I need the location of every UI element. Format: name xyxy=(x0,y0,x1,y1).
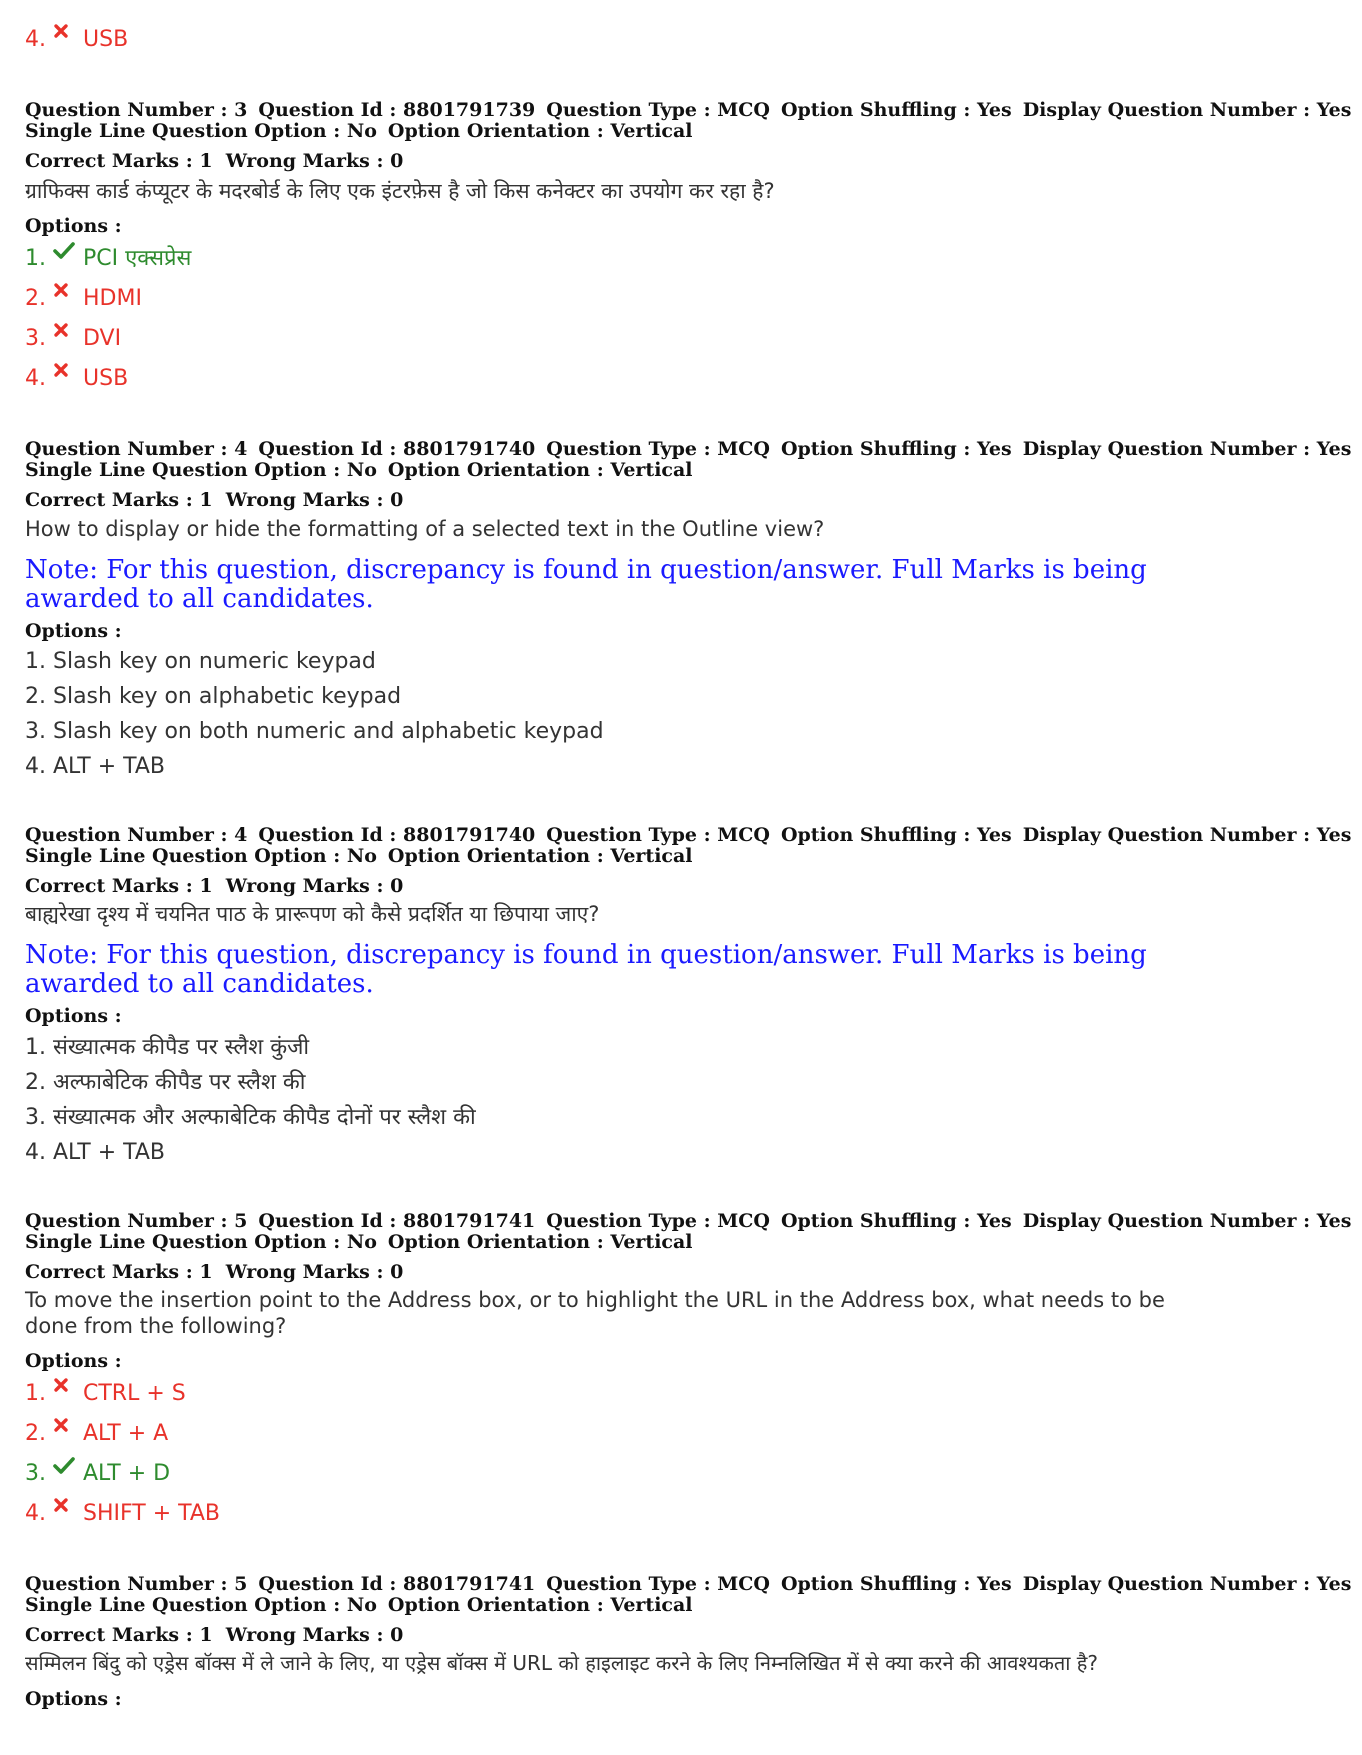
meta-field: Single Line Question Option : No xyxy=(25,1594,377,1616)
meta-field: Question Type : MCQ xyxy=(546,824,770,846)
option-number: 3. xyxy=(25,1461,46,1486)
option-row xyxy=(25,1104,476,1132)
wrong-marks: Wrong Marks : 0 xyxy=(225,1261,404,1283)
meta-field: Question Id : 8801791741 xyxy=(258,1573,536,1595)
meta-field: Question Number : 4 xyxy=(25,438,248,460)
option-text: Slash key on both numeric and alphabetic keypad xyxy=(53,719,604,744)
option-row xyxy=(25,365,128,393)
option-text: ALT + TAB xyxy=(53,754,166,779)
question-meta-line1 xyxy=(25,1573,1352,1595)
meta-field: Option Orientation : Vertical xyxy=(387,845,693,867)
options-label: Options : xyxy=(25,215,122,237)
marks-line xyxy=(25,150,403,172)
option-text: ALT + TAB xyxy=(53,1140,166,1165)
meta-field: Single Line Question Option : No xyxy=(25,1231,377,1253)
cross-icon xyxy=(53,1417,83,1439)
option-row xyxy=(25,753,165,781)
option-number: 3. xyxy=(25,1105,46,1130)
option-number: 4. xyxy=(25,1501,46,1526)
option-number: 1. xyxy=(25,1035,46,1060)
option-number: 4. xyxy=(25,27,46,52)
question-text: बाह्यरेखा दृश्य में चयनित पाठ के प्रारूपण को कैसे प्रदर्शित या छिपाया जाए? xyxy=(25,902,600,926)
meta-field: Display Question Number : Yes xyxy=(1022,1573,1352,1595)
option-row xyxy=(25,1460,170,1488)
option-number: 1. xyxy=(25,246,46,271)
correct-marks: Correct Marks : 1 xyxy=(25,875,213,897)
meta-field: Single Line Question Option : No xyxy=(25,845,377,867)
check-icon xyxy=(53,1457,83,1479)
meta-field: Display Question Number : Yes xyxy=(1022,438,1352,460)
wrong-marks: Wrong Marks : 0 xyxy=(225,489,404,511)
option-number: 2. xyxy=(25,1070,46,1095)
discrepancy-note: Note: For this question, discrepancy is found in question/answer. Full Marks is being awarded to all candidates. xyxy=(25,940,1147,999)
correct-marks: Correct Marks : 1 xyxy=(25,150,213,172)
options-label: Options : xyxy=(25,1350,122,1372)
option-number: 2. xyxy=(25,684,46,709)
option-text: USB xyxy=(83,27,129,52)
question-meta-line2 xyxy=(25,1595,1225,1616)
cross-icon xyxy=(53,322,83,344)
meta-field: Option Shuffling : Yes xyxy=(780,99,1012,121)
meta-field: Option Orientation : Vertical xyxy=(387,120,693,142)
correct-marks: Correct Marks : 1 xyxy=(25,1261,213,1283)
question-text: ग्राफिक्स कार्ड कंप्यूटर के मदरबोर्ड के लिए एक इंटरफ़ेस है जो किस कनेक्टर का उपयोग कर रहा है? xyxy=(25,179,775,203)
meta-field: Display Question Number : Yes xyxy=(1022,99,1352,121)
question-meta-line1 xyxy=(25,99,1352,121)
option-number: 1. xyxy=(25,1381,46,1406)
option-text: DVI xyxy=(83,326,122,351)
cross-icon xyxy=(53,282,83,304)
option-row xyxy=(25,1139,165,1167)
option-row xyxy=(25,245,191,273)
option-number: 4. xyxy=(25,1140,46,1165)
meta-field: Option Orientation : Vertical xyxy=(387,459,693,481)
meta-field: Option Orientation : Vertical xyxy=(387,1594,693,1616)
wrong-marks: Wrong Marks : 0 xyxy=(225,150,404,172)
question-meta-line1 xyxy=(25,824,1352,846)
option-row xyxy=(25,718,604,746)
option-text: HDMI xyxy=(83,286,142,311)
meta-field: Question Id : 8801791741 xyxy=(258,1210,536,1232)
option-text: अल्फाबेटिक कीपैड पर स्लैश की xyxy=(53,1070,306,1095)
options-label: Options : xyxy=(25,620,122,642)
question-meta-line1 xyxy=(25,438,1352,460)
cross-icon xyxy=(53,23,83,45)
option-row xyxy=(25,1420,168,1448)
option-row xyxy=(25,26,128,54)
option-row xyxy=(25,1380,186,1408)
option-row xyxy=(25,1500,220,1528)
option-number: 2. xyxy=(25,1421,46,1446)
meta-field: Question Number : 5 xyxy=(25,1210,248,1232)
meta-field: Option Shuffling : Yes xyxy=(780,824,1012,846)
meta-field: Question Type : MCQ xyxy=(546,438,770,460)
cross-icon xyxy=(53,1497,83,1519)
meta-field: Option Shuffling : Yes xyxy=(780,438,1012,460)
cross-icon xyxy=(53,1377,83,1399)
correct-marks: Correct Marks : 1 xyxy=(25,1624,213,1646)
meta-field: Question Type : MCQ xyxy=(546,1210,770,1232)
meta-field: Option Shuffling : Yes xyxy=(780,1573,1012,1595)
meta-field: Question Id : 8801791740 xyxy=(258,824,536,846)
question-meta-line2 xyxy=(25,1232,1225,1253)
marks-line xyxy=(25,1261,403,1283)
wrong-marks: Wrong Marks : 0 xyxy=(225,1624,404,1646)
question-meta-line2 xyxy=(25,460,1225,481)
option-number: 1. xyxy=(25,649,46,674)
cross-icon xyxy=(53,362,83,384)
meta-field: Display Question Number : Yes xyxy=(1022,1210,1352,1232)
meta-field: Question Number : 4 xyxy=(25,824,248,846)
wrong-marks: Wrong Marks : 0 xyxy=(225,875,404,897)
option-text: Slash key on alphabetic keypad xyxy=(53,684,402,709)
marks-line xyxy=(25,489,403,511)
meta-field: Question Number : 5 xyxy=(25,1573,248,1595)
option-number: 4. xyxy=(25,754,46,779)
meta-field: Question Id : 8801791739 xyxy=(258,99,536,121)
option-row xyxy=(25,648,376,676)
marks-line xyxy=(25,875,403,897)
meta-field: Question Id : 8801791740 xyxy=(258,438,536,460)
option-text: PCI एक्सप्रेस xyxy=(83,246,192,271)
question-meta-line2 xyxy=(25,846,1225,867)
option-text: संख्यात्मक और अल्फाबेटिक कीपैड दोनों पर स्लैश की xyxy=(53,1105,476,1130)
options-label: Options : xyxy=(25,1688,122,1710)
meta-field: Question Type : MCQ xyxy=(546,99,770,121)
meta-field: Question Number : 3 xyxy=(25,99,248,121)
option-number: 3. xyxy=(25,719,46,744)
option-row xyxy=(25,285,142,313)
question-meta-line1 xyxy=(25,1210,1352,1232)
option-text: ALT + D xyxy=(83,1461,171,1486)
option-text: CTRL + S xyxy=(83,1381,186,1406)
marks-line xyxy=(25,1624,403,1646)
question-text: How to display or hide the formatting of a selected text in the Outline view? xyxy=(25,517,825,541)
question-text: सम्मिलन बिंदु को एड्रेस बॉक्स में ले जाने के लिए, या एड्रेस बॉक्स में URL को हाइलाइट करने के लिए निम्नलिखित में से क्या करने की आवश्यकता है? xyxy=(25,1651,1099,1675)
question-text: To move the insertion point to the Address box, or to highlight the URL in the Address box, what needs to be done from the following? xyxy=(25,1288,1165,1338)
option-row xyxy=(25,1034,309,1062)
option-text: USB xyxy=(83,366,129,391)
correct-marks: Correct Marks : 1 xyxy=(25,489,213,511)
option-number: 4. xyxy=(25,366,46,391)
meta-field: Display Question Number : Yes xyxy=(1022,824,1352,846)
option-number: 3. xyxy=(25,326,46,351)
meta-field: Question Type : MCQ xyxy=(546,1573,770,1595)
discrepancy-note: Note: For this question, discrepancy is found in question/answer. Full Marks is being awarded to all candidates. xyxy=(25,555,1147,614)
meta-field: Option Orientation : Vertical xyxy=(387,1231,693,1253)
options-label: Options : xyxy=(25,1005,122,1027)
option-text: Slash key on numeric keypad xyxy=(53,649,376,674)
option-row xyxy=(25,325,121,353)
meta-field: Single Line Question Option : No xyxy=(25,120,377,142)
check-icon xyxy=(53,242,83,264)
option-text: संख्यात्मक कीपैड पर स्लैश कुंजी xyxy=(53,1035,310,1060)
option-number: 2. xyxy=(25,286,46,311)
option-row xyxy=(25,1069,306,1097)
question-meta-line2 xyxy=(25,121,1225,142)
meta-field: Option Shuffling : Yes xyxy=(780,1210,1012,1232)
option-text: ALT + A xyxy=(83,1421,169,1446)
meta-field: Single Line Question Option : No xyxy=(25,459,377,481)
option-row xyxy=(25,683,401,711)
option-text: SHIFT + TAB xyxy=(83,1501,220,1526)
